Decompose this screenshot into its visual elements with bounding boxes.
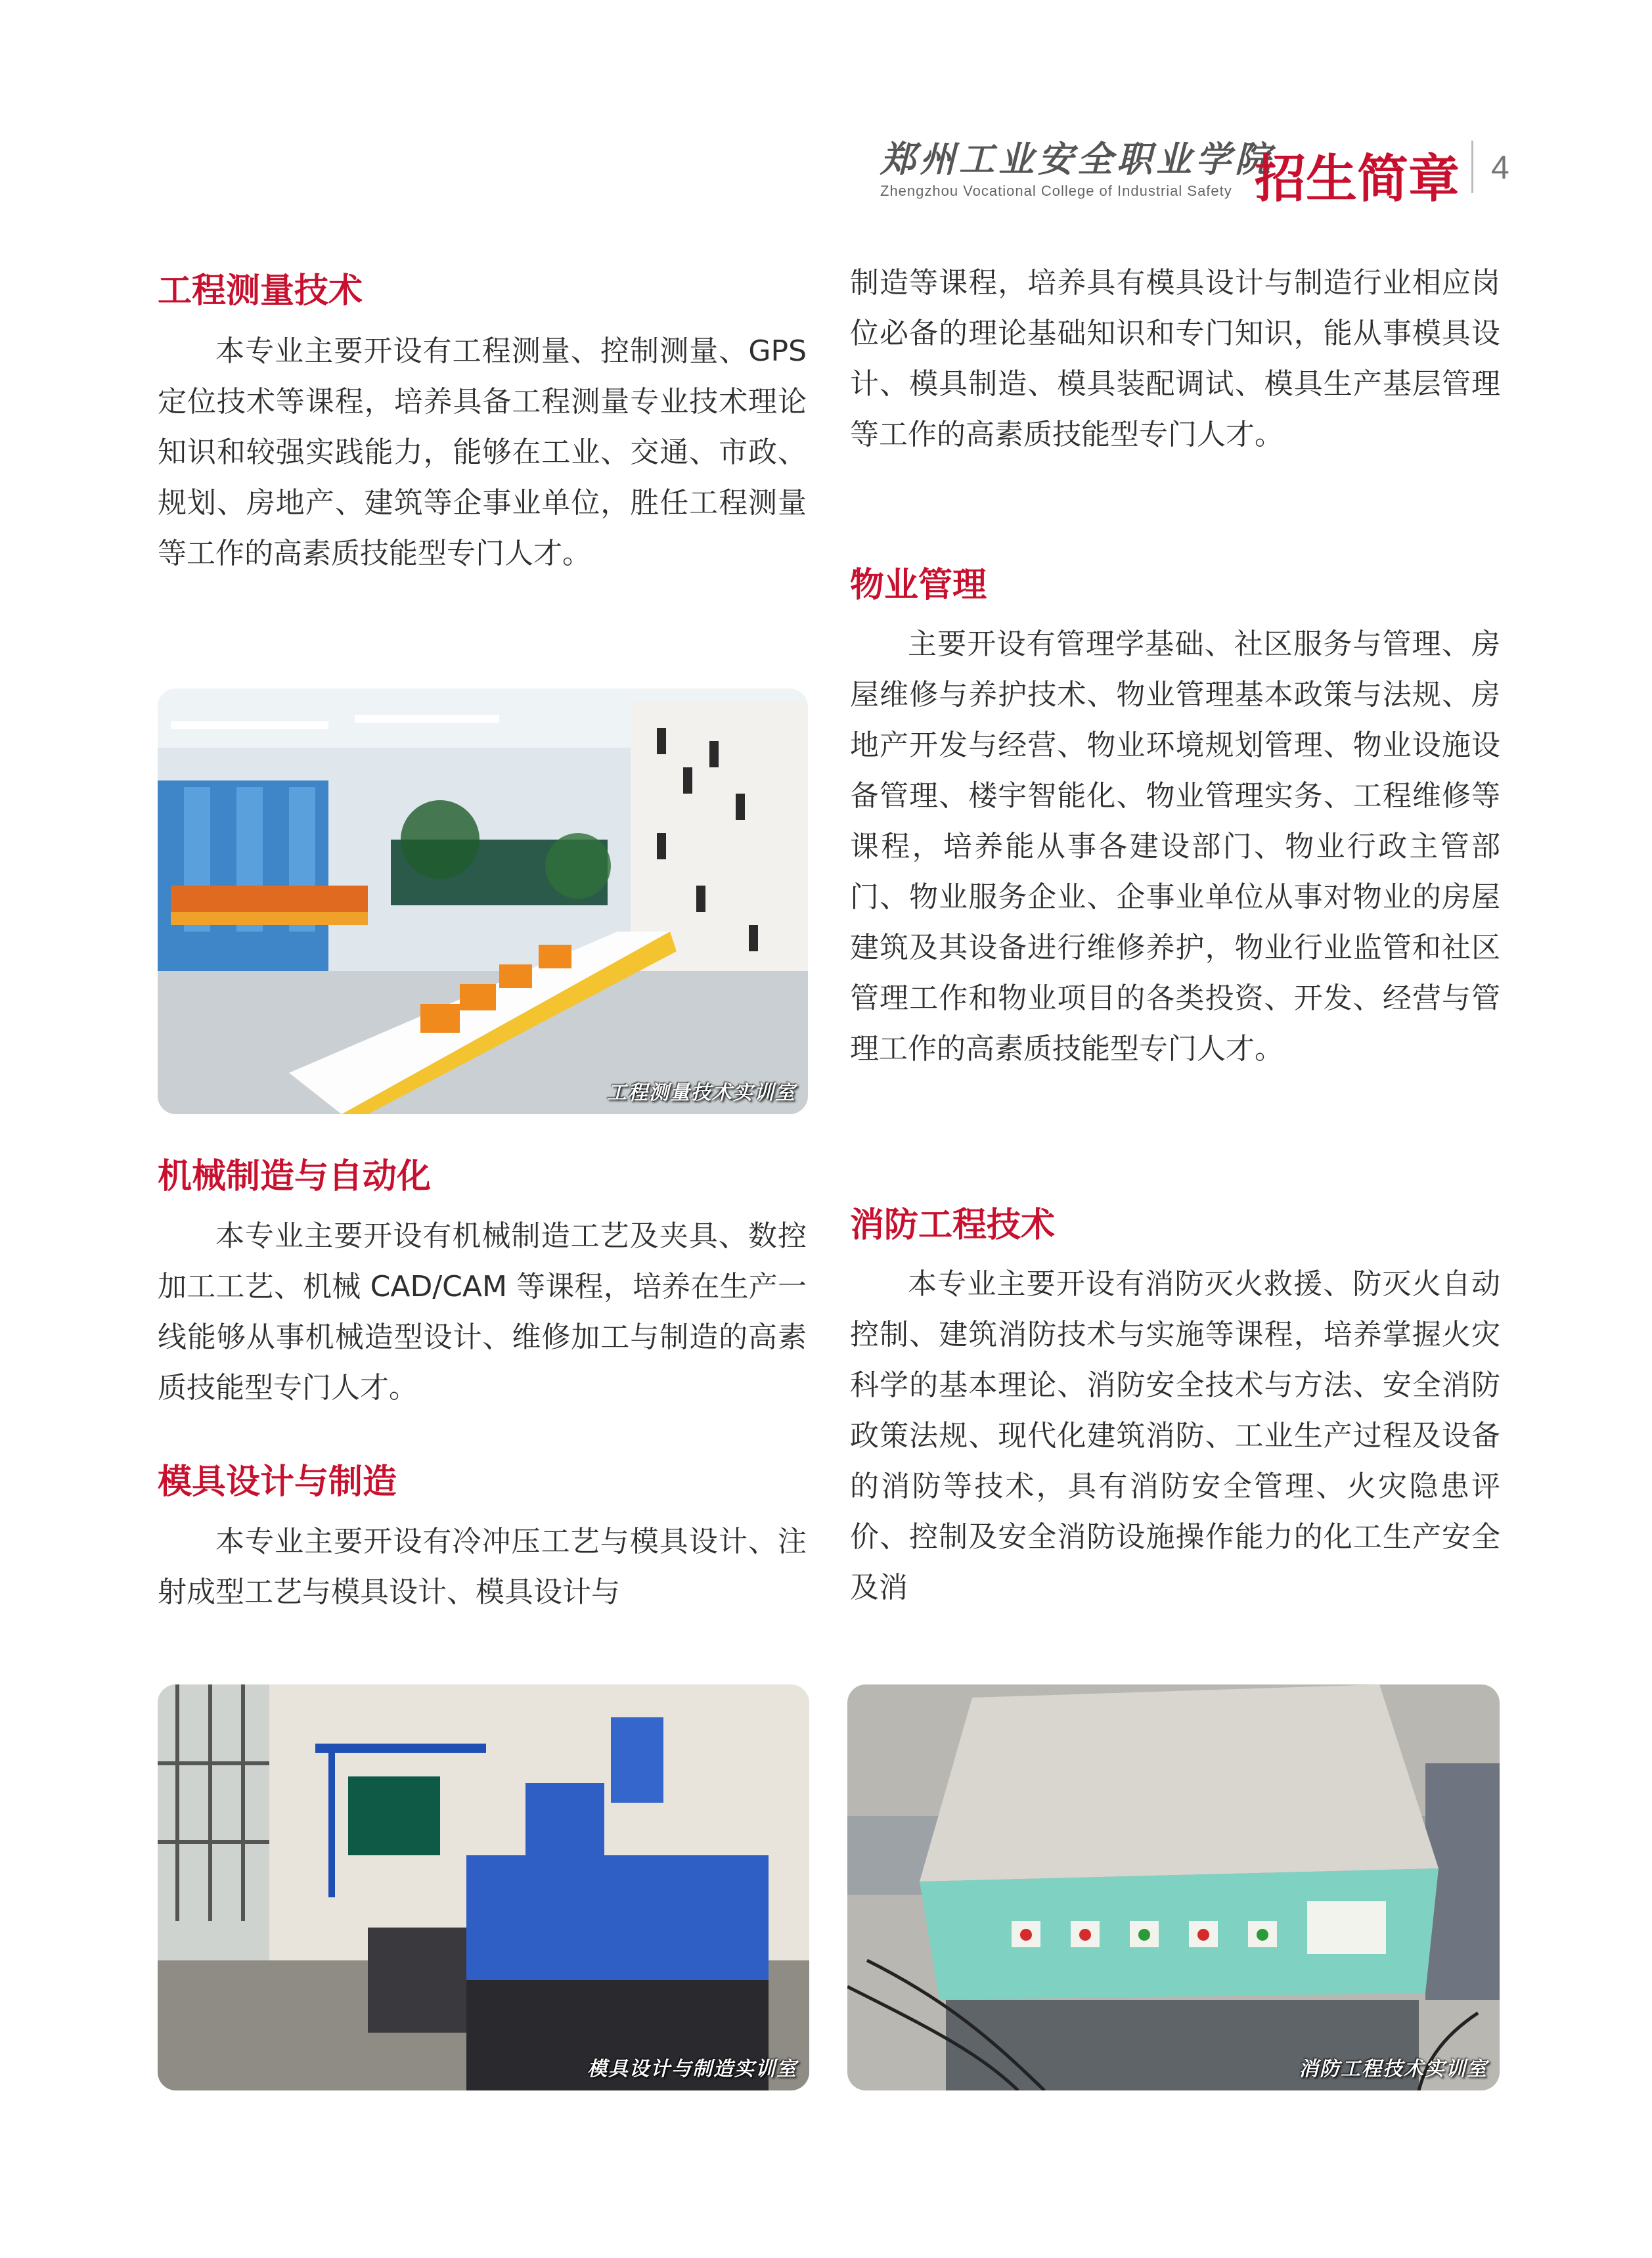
page-number: 4 — [1491, 149, 1509, 186]
mold-lab-image — [158, 1684, 809, 2090]
caption-mold-lab: 模具设计与制造实训室 — [587, 2058, 797, 2081]
section-body-fire: 本专业主要开设有消防灭火救援、防灭火自动控制、建筑消防技术与实施等课程，培养掌握火灾科学的基本理论、消防安全技术与方法、安全消防政策法规、现代化建筑消防、工业生产过程及设备的消防等技术，具有消防安全管理、火灾隐患评价、控制及安全消防设施操作能力的化工生产安全及消 — [850, 1267, 1500, 1604]
section-title-survey: 工程测量技术 — [158, 271, 363, 311]
photo-survey-lab — [158, 689, 808, 1114]
caption-survey-lab: 工程测量技术实训室 — [607, 1081, 796, 1104]
photo-mold-lab — [158, 1684, 809, 2090]
header-divider — [1471, 141, 1473, 193]
survey-lab-image — [158, 689, 808, 1114]
caption-fire-lab: 消防工程技术实训室 — [1299, 2058, 1488, 2081]
section-body-mold: 本专业主要开设有冷冲压工艺与模具设计、注射成型工艺与模具设计、模具设计与 — [158, 1525, 807, 1609]
section-title-mold: 模具设计与制造 — [158, 1462, 397, 1502]
photo-fire-lab — [847, 1684, 1500, 2090]
section-title-fire: 消防工程技术 — [850, 1206, 1056, 1245]
section-title-mechanical: 机械制造与自动化 — [158, 1157, 432, 1196]
section-body-mold-continued: 制造等课程，培养具有模具设计与制造行业相应岗位必备的理论基础知识和专门知识，能从事模具设计、模具制造、模具装配调试、模具生产基层管理等工作的高素质技能型专门人才。 — [850, 266, 1500, 451]
section-title-property: 物业管理 — [850, 566, 987, 605]
school-name-en: Zhengzhou Vocational College of Industrial Safety — [880, 183, 1232, 199]
section-body-survey: 本专业主要开设有工程测量、控制测量、GPS 定位技术等课程，培养具备工程测量专业技术理论知识和较强实践能力，能够在工业、交通、市政、规划、房地产、建筑等企事业单位，胜任工程测量等工作的高素质技能型专门人才。 — [158, 334, 807, 570]
section-body-property: 主要开设有管理学基础、社区服务与管理、房屋维修与养护技术、物业管理基本政策与法规、房地产开发与经营、物业环境规划管理、物业设施设备管理、楼宇智能化、物业管理实务、工程维修等课程，培养能从事各建设部门、物业行政主管部门、物业服务企业、企事业单位从事对物业的房屋建筑及其设备进行维修养护，物业行业监管和社区管理工作和物业项目的各类投资、开发、经营与管理工作的高素质技能型专门人才。 — [850, 627, 1500, 1066]
brochure-title: 招生简章 — [1255, 149, 1460, 209]
fire-lab-image — [847, 1684, 1500, 2090]
section-body-mechanical: 本专业主要开设有机械制造工艺及夹具、数控加工工艺、机械 CAD/CAM 等课程，培养在生产一线能够从事机械造型设计、维修加工与制造的高素质技能型专门人才。 — [158, 1219, 807, 1405]
school-name-cn: 郑州工业安全职业学院 — [880, 138, 1274, 180]
page-header — [854, 131, 1616, 209]
